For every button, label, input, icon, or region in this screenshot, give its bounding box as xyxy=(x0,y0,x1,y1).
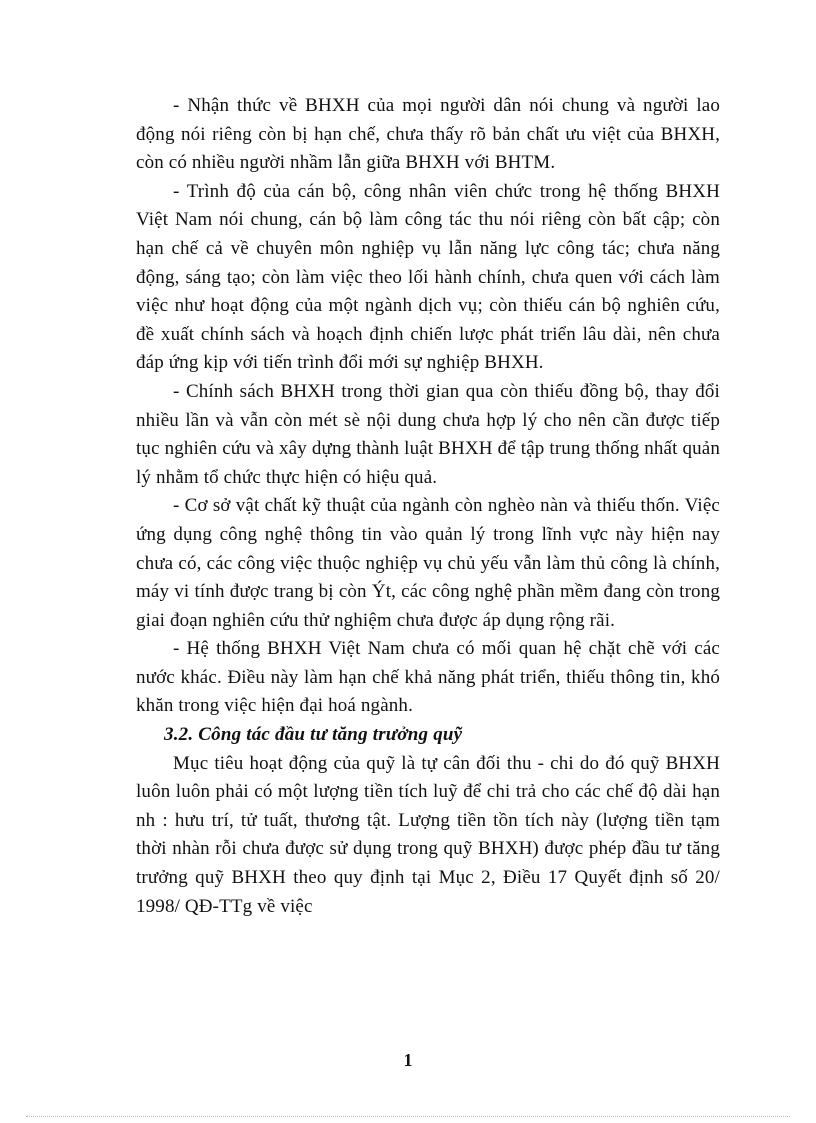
page-number: 1 xyxy=(403,1050,413,1070)
paragraph-staff-qualification: - Trình độ của cán bộ, công nhân viên chức trong hệ thống BHXH Việt Nam nói chung, cán bộ làm công tác thu nói riêng còn bất cập; còn hạn chế cả về chuyên môn nghiệp vụ lẫn năng lực công tác; chưa năng động, sáng tạo; còn làm việc theo lối hành chính, chưa quen với cách làm việc như hoạt động của một ngành dịch vụ; còn thiếu cán bộ nghiên cứu, đề xuất chính sách và hoạch định chiến lược phát triển lâu dài, nên chưa đáp ứng kịp với tiến trình đổi mới sự nghiệp BHXH. xyxy=(136,180,720,374)
section-heading: 3.2. Công tác đầu tư tăng trưởng quỹ xyxy=(164,724,463,746)
paragraph-international-relations: - Hệ thống BHXH Việt Nam chưa có mối quan hệ chặt chẽ với các nước khác. Điều này làm hạn chế khả năng phát triển, thiếu thông tin, khó khăn trong việc hiện đại hoá ngành. xyxy=(136,638,720,717)
paragraph-infrastructure: - Cơ sở vật chất kỹ thuật của ngành còn nghèo nàn và thiếu thốn. Việc ứng dụng công nghệ thông tin vào quản lý trong lĩnh vực này hiện nay chưa có, các công việc thuộc nghiệp vụ chủ yếu vẫn làm thủ công là chính, máy vi tính được trang bị còn Ýt, các công nghệ phần mềm đang còn trong giai đoạn nghiên cứu thử nghiệm chưa được áp dụng rộng rãi. xyxy=(136,495,720,631)
page-bottom-border xyxy=(26,1116,790,1117)
document-body xyxy=(136,92,720,921)
paragraph-policy: - Chính sách BHXH trong thời gian qua còn thiếu đồng bộ, thay đổi nhiều lần và vẫn còn mét sè nội dung chưa hợp lý cho nên cần được tiếp tục nghiên cứu và xây dựng thành luật BHXH để tập trung thống nhất quản lý nhằm tổ chức thực hiện có hiệu quả. xyxy=(136,380,720,488)
paragraph-fund-investment: Mục tiêu hoạt động của quỹ là tự cân đối thu - chi do đó quỹ BHXH luôn luôn phải có một lượng tiền tích luỹ để chi trả cho các chế độ dài hạn nh : hưu trí, tử tuất, thương tật. Lượng tiền tồn tích này (lượng tiền tạm thời nhàn rỗi chưa được sử dụng trong quỹ BHXH) được phép đầu tư tăng trưởng quỹ BHXH theo quy định tại Mục 2, Điều 17 Quyết định số 20/ 1998/ QĐ-TTg về việc xyxy=(136,752,720,917)
paragraph-awareness: - Nhận thức về BHXH của mọi người dân nói chung và người lao động nói riêng còn bị hạn chế, chưa thấy rõ bản chất ưu việt của BHXH, còn có nhiều người nhầm lẫn giữa BHXH với BHTM. xyxy=(136,95,720,174)
